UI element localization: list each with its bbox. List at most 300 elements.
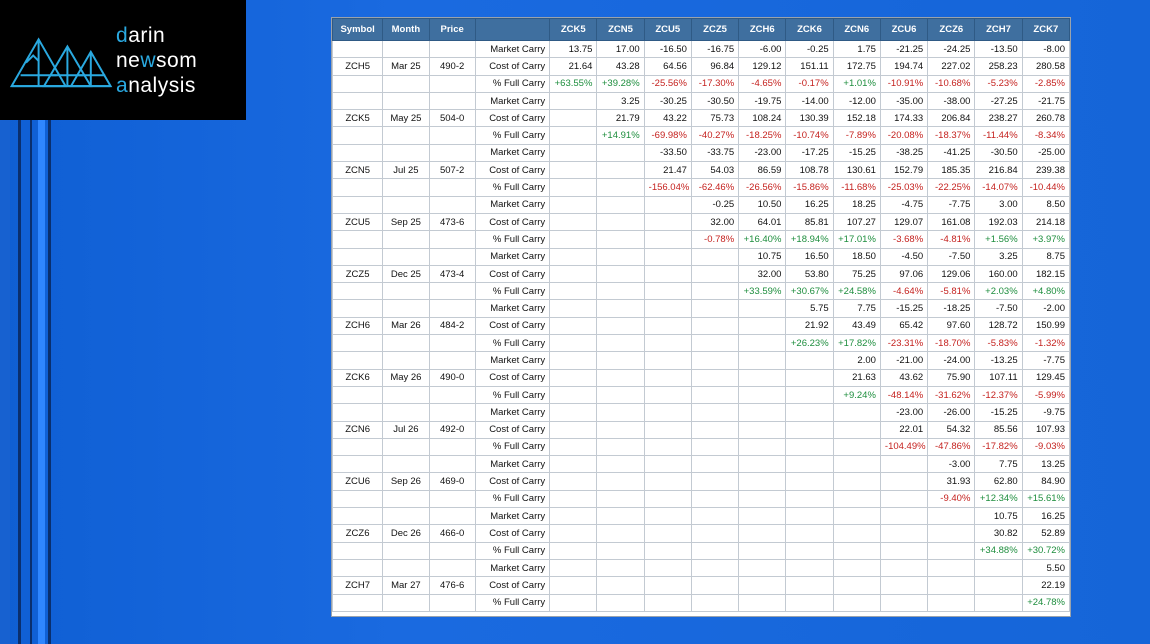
cell-value — [786, 490, 833, 507]
cell-value: -0.25 — [691, 196, 738, 213]
cell-price — [429, 456, 475, 473]
cell-value: -69.98% — [644, 127, 691, 144]
cell-value: -33.75 — [691, 144, 738, 161]
cell-value: 206.84 — [928, 110, 975, 127]
cell-value — [786, 559, 833, 576]
cell-value — [880, 594, 927, 611]
cell-value — [880, 525, 927, 542]
cell-symbol — [333, 438, 383, 455]
cell-value: -20.08% — [880, 127, 927, 144]
cell-month — [383, 594, 429, 611]
cell-row-label: Market Carry — [475, 196, 549, 213]
cell-value: 239.38 — [1022, 162, 1069, 179]
cell-value — [786, 421, 833, 438]
cell-value — [597, 421, 644, 438]
cell-value — [691, 525, 738, 542]
cell-symbol — [333, 559, 383, 576]
cell-value — [786, 508, 833, 525]
cell-value: -4.75 — [880, 196, 927, 213]
brand-line-2-rest: som — [156, 48, 198, 72]
column-header-zck5: ZCK5 — [550, 19, 597, 41]
cell-price — [429, 92, 475, 109]
cell-value — [550, 508, 597, 525]
cell-value — [880, 508, 927, 525]
cell-value: -9.03% — [1022, 438, 1069, 455]
cell-row-label: % Full Carry — [475, 283, 549, 300]
cell-symbol — [333, 594, 383, 611]
cell-value — [739, 577, 786, 594]
cell-value: 43.49 — [833, 317, 880, 334]
cell-value: 16.50 — [786, 248, 833, 265]
table-row — [333, 473, 1070, 490]
cell-month — [383, 248, 429, 265]
brand-line-1 — [116, 23, 197, 48]
cell-row-label: % Full Carry — [475, 542, 549, 559]
cell-value — [644, 508, 691, 525]
cell-value — [691, 577, 738, 594]
cell-value — [880, 577, 927, 594]
cell-value — [597, 559, 644, 576]
cell-value: -4.64% — [880, 283, 927, 300]
table-row — [333, 231, 1070, 248]
cell-value: 86.59 — [739, 162, 786, 179]
cell-price — [429, 179, 475, 196]
cell-value: 75.90 — [928, 369, 975, 386]
cell-value: 53.80 — [786, 265, 833, 282]
cell-symbol: ZCN6 — [333, 421, 383, 438]
cell-value: 238.27 — [975, 110, 1022, 127]
cell-value — [597, 248, 644, 265]
cell-price — [429, 300, 475, 317]
cell-value: 129.45 — [1022, 369, 1069, 386]
cell-row-label: Cost of Carry — [475, 58, 549, 75]
cell-value: 10.75 — [975, 508, 1022, 525]
cell-value: 108.24 — [739, 110, 786, 127]
table-row — [333, 369, 1070, 386]
cell-value — [739, 438, 786, 455]
cell-value — [833, 421, 880, 438]
cell-value: -22.25% — [928, 179, 975, 196]
table-row — [333, 283, 1070, 300]
cell-value: -35.00 — [880, 92, 927, 109]
cell-value: 84.90 — [1022, 473, 1069, 490]
cell-value — [550, 196, 597, 213]
cell-value: 17.00 — [597, 41, 644, 58]
cell-value: +14.91% — [597, 127, 644, 144]
cell-value — [550, 92, 597, 109]
cell-value: 30.82 — [975, 525, 1022, 542]
cell-value — [928, 594, 975, 611]
table-row — [333, 213, 1070, 230]
cell-row-label: Market Carry — [475, 248, 549, 265]
cell-price — [429, 283, 475, 300]
cell-value: 3.25 — [597, 92, 644, 109]
cell-value: 8.75 — [1022, 248, 1069, 265]
cell-value: -30.25 — [644, 92, 691, 109]
cell-value — [833, 438, 880, 455]
cell-value: -0.17% — [786, 75, 833, 92]
cell-value: -24.00 — [928, 352, 975, 369]
cell-value: -5.23% — [975, 75, 1022, 92]
cell-value: 22.01 — [880, 421, 927, 438]
table-row — [333, 335, 1070, 352]
cell-value: 5.75 — [786, 300, 833, 317]
cell-row-label: Cost of Carry — [475, 265, 549, 282]
cell-value — [597, 456, 644, 473]
cell-value: +39.28% — [597, 75, 644, 92]
cell-row-label: Market Carry — [475, 144, 549, 161]
cell-value — [691, 456, 738, 473]
cell-value: +24.58% — [833, 283, 880, 300]
cell-month — [383, 456, 429, 473]
cell-symbol: ZCH5 — [333, 58, 383, 75]
cell-value: -4.65% — [739, 75, 786, 92]
cell-value — [691, 594, 738, 611]
cell-value: 108.78 — [786, 162, 833, 179]
cell-symbol: ZCU5 — [333, 213, 383, 230]
cell-value — [597, 542, 644, 559]
cell-value — [550, 213, 597, 230]
cell-value: 43.22 — [644, 110, 691, 127]
table-row — [333, 92, 1070, 109]
cell-value — [644, 352, 691, 369]
column-header-zcn6: ZCN6 — [833, 19, 880, 41]
cell-value — [691, 559, 738, 576]
cell-value: -17.25 — [786, 144, 833, 161]
cell-month: Mar 26 — [383, 317, 429, 334]
cell-value — [550, 386, 597, 403]
cell-value: 185.35 — [928, 162, 975, 179]
cell-value: 7.75 — [975, 456, 1022, 473]
cell-value — [644, 559, 691, 576]
cell-value — [739, 542, 786, 559]
column-header-zch7: ZCH7 — [975, 19, 1022, 41]
cell-value: 13.75 — [550, 41, 597, 58]
cell-month — [383, 127, 429, 144]
table-row — [333, 144, 1070, 161]
table-row — [333, 421, 1070, 438]
cell-value — [597, 144, 644, 161]
cell-value — [644, 231, 691, 248]
cell-value: 174.33 — [880, 110, 927, 127]
cell-value — [550, 525, 597, 542]
cell-value: -8.00 — [1022, 41, 1069, 58]
cell-value: -18.37% — [928, 127, 975, 144]
cell-symbol: ZCH6 — [333, 317, 383, 334]
cell-value — [550, 300, 597, 317]
cell-value — [833, 542, 880, 559]
cell-value — [691, 490, 738, 507]
cell-value: 75.25 — [833, 265, 880, 282]
cell-value: +30.67% — [786, 283, 833, 300]
cell-value: +24.78% — [1022, 594, 1069, 611]
cell-value: -0.25 — [786, 41, 833, 58]
cell-value — [550, 594, 597, 611]
cell-value: -8.34% — [1022, 127, 1069, 144]
cell-value: -27.25 — [975, 92, 1022, 109]
cell-row-label: % Full Carry — [475, 386, 549, 403]
cell-value — [550, 473, 597, 490]
brand-line-3-accent: a — [116, 73, 129, 97]
cell-value — [786, 438, 833, 455]
cell-month: Sep 26 — [383, 473, 429, 490]
cell-value — [644, 525, 691, 542]
cell-price — [429, 41, 475, 58]
cell-row-label: Market Carry — [475, 456, 549, 473]
cell-value: -3.68% — [880, 231, 927, 248]
cell-value — [739, 352, 786, 369]
cell-value — [691, 386, 738, 403]
cell-value: +3.97% — [1022, 231, 1069, 248]
cell-symbol — [333, 75, 383, 92]
cell-value: 21.64 — [550, 58, 597, 75]
cell-value — [597, 508, 644, 525]
cell-value: -12.00 — [833, 92, 880, 109]
cell-value: 3.25 — [975, 248, 1022, 265]
cell-value — [928, 559, 975, 576]
cell-value: 214.18 — [1022, 213, 1069, 230]
table-row — [333, 490, 1070, 507]
cell-value: -15.25 — [833, 144, 880, 161]
cell-value — [833, 508, 880, 525]
cell-month — [383, 438, 429, 455]
cell-value — [597, 179, 644, 196]
cell-value: -18.25% — [739, 127, 786, 144]
cell-value — [550, 352, 597, 369]
cell-value — [550, 162, 597, 179]
cell-value: -3.00 — [928, 456, 975, 473]
cell-value — [597, 473, 644, 490]
cell-value — [644, 490, 691, 507]
table-row — [333, 179, 1070, 196]
cell-price: 473-4 — [429, 265, 475, 282]
cell-value — [597, 196, 644, 213]
cell-value: -33.50 — [644, 144, 691, 161]
cell-value — [833, 473, 880, 490]
column-header-month: Month — [383, 19, 429, 41]
cell-value: 151.11 — [786, 58, 833, 75]
table-row — [333, 352, 1070, 369]
cell-value — [644, 386, 691, 403]
cell-value — [550, 456, 597, 473]
cell-value: -15.86% — [786, 179, 833, 196]
cell-value: -23.00 — [880, 404, 927, 421]
cell-value — [644, 265, 691, 282]
cell-value: 32.00 — [739, 265, 786, 282]
cell-value: 129.07 — [880, 213, 927, 230]
cell-value: -16.75 — [691, 41, 738, 58]
cell-row-label: Cost of Carry — [475, 369, 549, 386]
cell-value — [833, 456, 880, 473]
cell-value: 7.75 — [833, 300, 880, 317]
cell-value — [786, 525, 833, 542]
cell-value: 18.25 — [833, 196, 880, 213]
cell-price — [429, 127, 475, 144]
cell-row-label: Cost of Carry — [475, 317, 549, 334]
cell-symbol — [333, 456, 383, 473]
cell-value: +63.55% — [550, 75, 597, 92]
cell-value: -30.50 — [975, 144, 1022, 161]
cell-symbol: ZCK6 — [333, 369, 383, 386]
table-row — [333, 404, 1070, 421]
cell-price — [429, 508, 475, 525]
cell-value: 130.61 — [833, 162, 880, 179]
cell-row-label: % Full Carry — [475, 179, 549, 196]
cell-value: 62.80 — [975, 473, 1022, 490]
cell-symbol — [333, 248, 383, 265]
cell-value: -21.00 — [880, 352, 927, 369]
cell-price: 484-2 — [429, 317, 475, 334]
cell-row-label: % Full Carry — [475, 594, 549, 611]
cell-value — [739, 335, 786, 352]
cell-value — [786, 594, 833, 611]
cell-symbol: ZCZ6 — [333, 525, 383, 542]
cell-row-label: % Full Carry — [475, 438, 549, 455]
cell-value — [597, 386, 644, 403]
cell-price — [429, 75, 475, 92]
table-row — [333, 525, 1070, 542]
cell-value — [597, 283, 644, 300]
cell-month: Mar 25 — [383, 58, 429, 75]
brand-line-1-accent: d — [116, 23, 129, 47]
cell-price — [429, 196, 475, 213]
cell-value — [597, 525, 644, 542]
cell-month — [383, 508, 429, 525]
cell-value: 192.03 — [975, 213, 1022, 230]
cell-value — [597, 231, 644, 248]
cell-price — [429, 490, 475, 507]
cell-row-label: Market Carry — [475, 404, 549, 421]
table-row — [333, 300, 1070, 317]
cell-value: 43.28 — [597, 58, 644, 75]
cell-value: +16.40% — [739, 231, 786, 248]
cell-price — [429, 594, 475, 611]
cell-value: -15.25 — [975, 404, 1022, 421]
cell-value — [597, 162, 644, 179]
cell-value: 280.58 — [1022, 58, 1069, 75]
cell-value: -15.25 — [880, 300, 927, 317]
cell-value: -48.14% — [880, 386, 927, 403]
cell-value — [739, 490, 786, 507]
cell-price — [429, 404, 475, 421]
carry-table-panel — [331, 17, 1071, 617]
cell-value: -18.70% — [928, 335, 975, 352]
cell-value: -17.30% — [691, 75, 738, 92]
cell-value: -10.74% — [786, 127, 833, 144]
cell-value — [597, 213, 644, 230]
cell-row-label: Cost of Carry — [475, 110, 549, 127]
cell-value — [786, 456, 833, 473]
cell-value — [691, 542, 738, 559]
cell-value — [880, 542, 927, 559]
cell-value: +4.80% — [1022, 283, 1069, 300]
cell-value — [644, 369, 691, 386]
cell-month — [383, 300, 429, 317]
cell-price: 490-0 — [429, 369, 475, 386]
cell-value: 22.19 — [1022, 577, 1069, 594]
cell-row-label: % Full Carry — [475, 231, 549, 248]
cell-symbol — [333, 542, 383, 559]
cell-row-label: Market Carry — [475, 92, 549, 109]
cell-value: -12.37% — [975, 386, 1022, 403]
cell-symbol — [333, 144, 383, 161]
cell-value — [928, 542, 975, 559]
cell-price: 473-6 — [429, 213, 475, 230]
cell-value: 21.92 — [786, 317, 833, 334]
cell-value — [597, 317, 644, 334]
cell-value — [786, 352, 833, 369]
cell-value: 128.72 — [975, 317, 1022, 334]
cell-value: +12.34% — [975, 490, 1022, 507]
table-row — [333, 317, 1070, 334]
column-header-zch6: ZCH6 — [739, 19, 786, 41]
cell-value — [786, 386, 833, 403]
cell-symbol — [333, 127, 383, 144]
cell-symbol: ZCH7 — [333, 577, 383, 594]
column-header-label — [475, 19, 549, 41]
cell-value — [691, 473, 738, 490]
cell-value: 65.42 — [880, 317, 927, 334]
cell-value — [691, 404, 738, 421]
cell-value: 1.75 — [833, 41, 880, 58]
brand-line-2-prefix: ne — [116, 48, 141, 72]
cell-value: -23.31% — [880, 335, 927, 352]
cell-value: 96.84 — [691, 58, 738, 75]
column-header-price: Price — [429, 19, 475, 41]
cell-symbol — [333, 335, 383, 352]
cell-value — [739, 508, 786, 525]
cell-value: 85.81 — [786, 213, 833, 230]
cell-value — [597, 265, 644, 282]
cell-value — [550, 542, 597, 559]
cell-value — [691, 248, 738, 265]
cell-value: -38.00 — [928, 92, 975, 109]
cell-value — [880, 456, 927, 473]
cell-month — [383, 352, 429, 369]
cell-value: -10.44% — [1022, 179, 1069, 196]
cell-value — [691, 438, 738, 455]
cell-month: Jul 26 — [383, 421, 429, 438]
cell-value — [739, 300, 786, 317]
cell-month: Dec 25 — [383, 265, 429, 282]
cell-month — [383, 92, 429, 109]
cell-value — [597, 369, 644, 386]
cell-row-label: Cost of Carry — [475, 525, 549, 542]
cell-value: 194.74 — [880, 58, 927, 75]
cell-value — [833, 490, 880, 507]
column-header-zcz5: ZCZ5 — [691, 19, 738, 41]
cell-row-label: % Full Carry — [475, 127, 549, 144]
table-row — [333, 559, 1070, 576]
cell-row-label: % Full Carry — [475, 490, 549, 507]
cell-value — [739, 386, 786, 403]
cell-value: 10.75 — [739, 248, 786, 265]
cell-row-label: Cost of Carry — [475, 473, 549, 490]
table-row — [333, 248, 1070, 265]
cell-value: +30.72% — [1022, 542, 1069, 559]
cell-value — [597, 352, 644, 369]
cell-value: -0.78% — [691, 231, 738, 248]
cell-value: 21.47 — [644, 162, 691, 179]
table-row — [333, 162, 1070, 179]
cell-price — [429, 559, 475, 576]
table-row — [333, 127, 1070, 144]
cell-price: 504-0 — [429, 110, 475, 127]
column-header-zcu5: ZCU5 — [644, 19, 691, 41]
cell-month — [383, 490, 429, 507]
cell-symbol — [333, 231, 383, 248]
cell-value: 161.08 — [928, 213, 975, 230]
